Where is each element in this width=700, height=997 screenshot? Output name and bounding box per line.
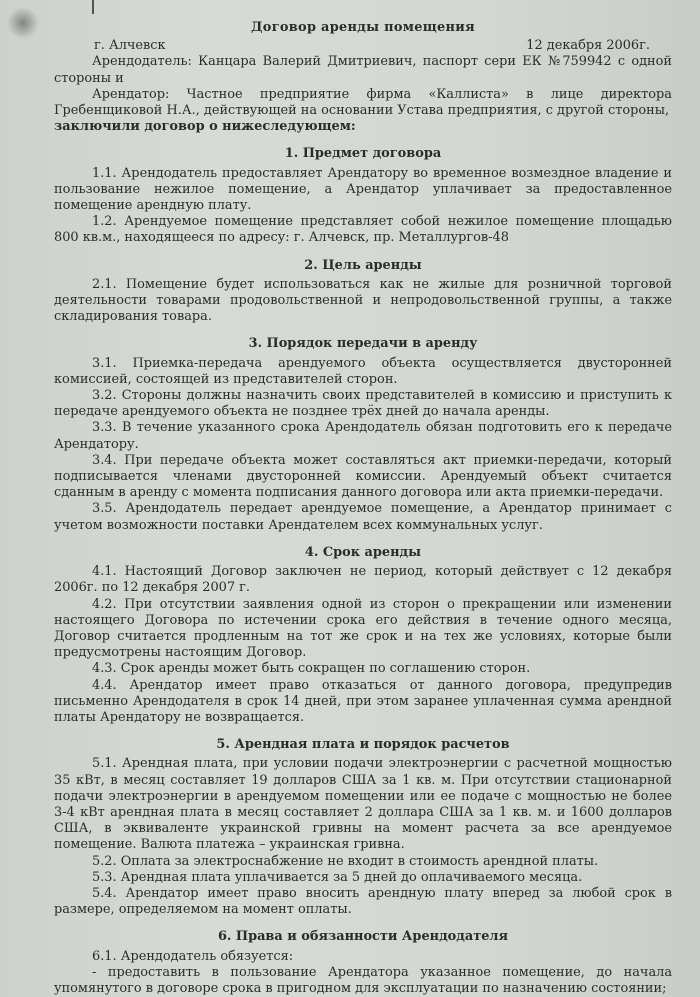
section-heading-subject: 1. Предмет договора <box>284 146 442 162</box>
clause-5-2: 5.2. Оплата за электроснабжение не входит в стоимость арендной платы. <box>92 853 599 869</box>
clause-3-3: 3.3. В течение указанного срока Арендодатель обязан подготовить его к передаче Арендатору. <box>54 420 672 452</box>
clause-4-3: 4.3. Срок аренды может быть сокращен по соглашению сторон. <box>92 661 531 677</box>
clause-2-1: 2.1. Помещение будет использоваться как не жилые для розничной торговой деятельности товарами продовольственной и непродовольственной группы, а также складирования товара. <box>54 276 672 325</box>
intro-landlord: Арендодатель: Канцара Валерий Дмитриевич, паспорт сери ЕК №759942 с одной стороны и <box>54 54 672 86</box>
clause-3-1: 3.1. Приемка-передача арендуемого объекта осуществляется двусторонней комиссией, состоящей из представителей сторон. <box>54 355 672 387</box>
clause-6-1-item: - предоставить в пользование Арендатора указанное помещение, до начала упомянутого в договоре срока в пригодном для эксплуатации по назначению состоянии; <box>54 964 672 996</box>
clause-5-1: 5.1. Арендная плата, при условии подачи электроэнергии с расчетной мощностью 35 кВт, в месяц составляет 19 долларов США за 1 кв. м. При отсутствии стационарной подачи электроэнергии в арендуемом помещении или ее подаче с мощностью не более 3-4 кВт арендная плата в месяц составляет 2 доллара США за 1 кв. м. и 1600 долларов США, в эквиваленте украинской гривны на момент расчета за все арендуемое помещение. Валюта платежа – украинская гривна. <box>54 756 672 853</box>
clause-4-4: 4.4. Арендатор имеет право отказаться от данного договора, предупредив письменно Арендодателя в срок 14 дней, при этом заранее уплаченная сумма арендной платы Арендатору не возвращается. <box>54 677 672 725</box>
clause-3-4: 3.4. При передаче объекта может составляться акт приемки-передачи, который подписывается членами двусторонней комиссии. Арендуемый объект считается сданным в аренду с момента подписания данного договора или акта приемки-передачи. <box>54 452 672 501</box>
section-heading-transfer: 3. Порядок передачи в аренду <box>248 336 478 352</box>
scan-smudge <box>6 8 40 38</box>
contract-date: 12 декабря 2006г. <box>526 38 650 54</box>
clause-1-2: 1.2. Арендуемое помещение представляет собой нежилое помещение площадью 800 кв.м., находящееся по адресу: г. Алчевск, пр. Металлургов-48 <box>54 214 672 246</box>
scan-mark <box>92 0 94 14</box>
clause-1-1: 1.1. Арендодатель предоставляет Арендатору во временное возмездное владение и пользование нежилое помещение, а Арендатор уплачивает за предоставленное помещение арендную плату. <box>54 165 672 214</box>
section-heading-rent: 5. Арендная плата и порядок расчетов <box>216 737 510 753</box>
section-heading-landlord-duties: 6. Права и обязанности Арендодателя <box>217 929 509 945</box>
document-title: Договор аренды помещения <box>251 20 475 35</box>
clause-3-2: 3.2. Стороны должны назначить своих представителей в комиссию и приступить к передаче арендуемого объекта не позднее трёх дней до начала аренды. <box>54 388 672 420</box>
city: г. Алчевск <box>94 38 166 54</box>
clause-5-3: 5.3. Арендная плата уплачивается за 5 дней до оплачиваемого месяца. <box>92 869 583 885</box>
city-date-row <box>54 38 672 54</box>
clause-5-4: 5.4. Арендатор имеет право вносить арендную плату вперед за любой срок в размере, определяемом на момент оплаты. <box>54 885 672 918</box>
clause-4-2: 4.2. При отсутствии заявления одной из сторон о прекращении или изменении настоящего Договора по истечении срока его действия в течение одного месяца, Договор считается продленным на тот же срок и на тех же условиях, которые были предусмотрены настоящим Договор. <box>54 596 672 661</box>
intro-tenant-end: заключили договор о нижеследующем: <box>54 119 356 135</box>
clause-4-1: 4.1. Настоящий Договор заключен не период, который действует с 12 декабря 2006г. по 12 декабря 2007 г. <box>54 564 672 596</box>
section-heading-purpose: 2. Цель аренды <box>304 257 422 273</box>
clause-3-5: 3.5. Арендодатель передает арендуемое помещение, а Арендатор принимает с учетом возможности поставки Арендателем всех коммунальных услуг. <box>54 501 672 533</box>
intro-tenant: Арендатор: Частное предприятие фирма «Каллиста» в лице директора Гребенщиковой Н.А., действующей на основании Устава предприятия, с другой стороны, <box>54 86 672 119</box>
clause-6-1: 6.1. Арендодатель обязуется: <box>92 948 294 964</box>
section-heading-term: 4. Срок аренды <box>304 544 422 560</box>
